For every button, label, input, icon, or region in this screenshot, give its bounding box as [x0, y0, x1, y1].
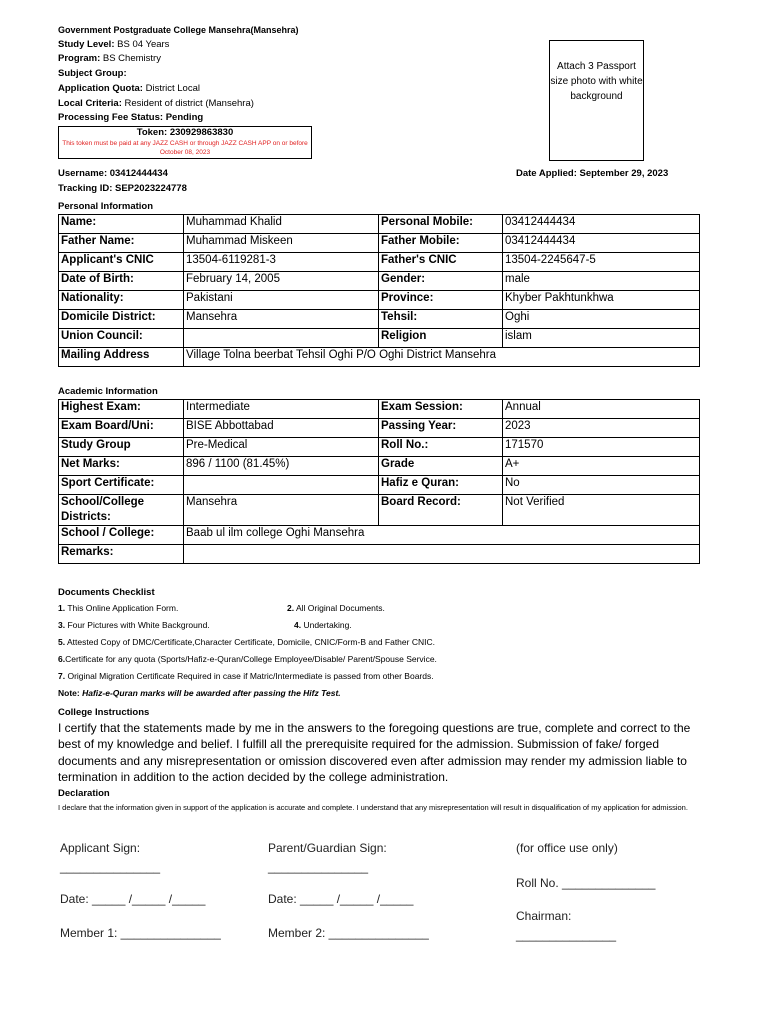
academic-field-value [184, 476, 379, 495]
member-2-field[interactable]: Member 2: _______________ [268, 926, 429, 940]
account-info [58, 167, 187, 196]
checklist-item-1: 1. This Online Application Form. [58, 603, 179, 613]
checklist-title: Documents Checklist [58, 587, 155, 598]
academic-field-value: A+ [503, 457, 700, 476]
personal-row [59, 234, 700, 253]
school-label: School / College: [59, 526, 184, 545]
chairman-label: Chairman: [516, 909, 572, 923]
date-applied: Date Applied: September 29, 2023 [516, 168, 669, 179]
personal-field-value: islam [503, 329, 700, 348]
guardian-date-field[interactable]: Date: _____ /_____ /_____ [268, 892, 414, 906]
personal-info-title: Personal Information [58, 201, 154, 212]
photo-box: Attach 3 Passport size photo with white background [549, 40, 644, 161]
applicant-sign-line[interactable]: _______________ [60, 860, 161, 874]
school-value: Baab ul ilm college Oghi Mansehra [184, 526, 700, 545]
personal-row [59, 253, 700, 272]
chairman-sign-line[interactable]: _______________ [516, 928, 617, 942]
personal-field-value: male [503, 272, 700, 291]
declaration-title: Declaration [58, 788, 110, 799]
academic-field-value: Annual [503, 400, 700, 419]
academic-field-value: Mansehra [184, 495, 379, 526]
checklist-item-5: 5. Attested Copy of DMC/Certificate,Character Certificate, Domicile, CNIC/Form-B and Father CNIC. [58, 637, 435, 647]
personal-field-value: 03412444434 [503, 234, 700, 253]
personal-field-label: Personal Mobile: [379, 215, 503, 234]
academic-field-label: Highest Exam: [59, 400, 184, 419]
personal-field-value: Oghi [503, 310, 700, 329]
tracking-id: Tracking ID: SEP2023224778 [58, 182, 187, 194]
academic-field-label: Board Record: [379, 495, 503, 526]
study-level: Study Level: BS 04 Years [58, 38, 170, 50]
guardian-sign-line[interactable]: _______________ [268, 860, 369, 874]
school-row [59, 526, 700, 545]
academic-field-value: 171570 [503, 438, 700, 457]
member-1-field[interactable]: Member 1: _______________ [60, 926, 221, 940]
personal-field-value: Muhammad Khalid [184, 215, 379, 234]
personal-field-label: Nationality: [59, 291, 184, 310]
academic-field-value: BISE Abbottabad [184, 419, 379, 438]
office-use-label: (for office use only) [516, 841, 618, 855]
declaration-text: I declare that the information given in support of the application is accurate and complete. I understand that any misrepresentation will result in disqualification of my application for admission. [58, 803, 688, 812]
token-box [58, 126, 312, 159]
personal-field-value: February 14, 2005 [184, 272, 379, 291]
form-header [58, 23, 538, 126]
academic-field-value: Not Verified [503, 495, 700, 526]
academic-info-table [58, 399, 700, 564]
personal-field-label: Date of Birth: [59, 272, 184, 291]
academic-row [59, 457, 700, 476]
remarks-value [184, 545, 700, 564]
personal-field-value: Pakistani [184, 291, 379, 310]
instructions-title: College Instructions [58, 707, 150, 718]
personal-row [59, 310, 700, 329]
checklist-item-7: 7. Original Migration Certificate Required in case if Matric/Intermediate is passed from other Boards. [58, 671, 434, 681]
personal-row [59, 215, 700, 234]
token-note: This token must be paid at any JAZZ CASH or through JAZZ CASH APP on or before October 08, 2023 [62, 140, 308, 156]
instructions-text: I certify that the statements made by me in the answers to the foregoing questions are true, complete and correct to the best of my knowledge and belief. I fulfill all the prerequisite required for the admission. Submission of fake/ forged documents and any misrepresentation or omission discovered even after admission may render my admission liable to termination in addition to the action decided by the college administration. [58, 721, 691, 784]
academic-field-label: Sport Certificate: [59, 476, 184, 495]
academic-field-label: Study Group [59, 438, 184, 457]
personal-field-value: 03412444434 [503, 215, 700, 234]
personal-field-value: Mansehra [184, 310, 379, 329]
checklist-item-4: 4. Undertaking. [294, 620, 352, 630]
personal-field-label: Province: [379, 291, 503, 310]
local-criteria: Local Criteria: Resident of district (Mansehra) [58, 97, 254, 109]
personal-field-label: Name: [59, 215, 184, 234]
academic-field-label: School/College Districts: [59, 495, 184, 526]
personal-field-label: Gender: [379, 272, 503, 291]
academic-field-label: Roll No.: [379, 438, 503, 457]
academic-field-value: Intermediate [184, 400, 379, 419]
personal-row [59, 291, 700, 310]
personal-field-label: Union Council: [59, 329, 184, 348]
academic-field-label: Exam Session: [379, 400, 503, 419]
applicant-sign-label: Applicant Sign: [60, 841, 141, 855]
personal-info-table [58, 214, 700, 367]
personal-row [59, 329, 700, 348]
personal-field-value: Muhammad Miskeen [184, 234, 379, 253]
academic-row [59, 476, 700, 495]
checklist-note: Note: Hafiz-e-Quran marks will be awarded after passing the Hifz Test. [58, 688, 341, 698]
college-name: Government Postgraduate College Mansehra(Mansehra) [58, 25, 299, 35]
remarks-label: Remarks: [59, 545, 184, 564]
academic-field-value: 896 / 1100 (81.45%) [184, 457, 379, 476]
academic-field-value: 2023 [503, 419, 700, 438]
personal-field-label: Father Name: [59, 234, 184, 253]
checklist-item-6: 6.Certificate for any quota (Sports/Hafiz-e-Quran/College Employee/Disable/ Parent/Spouse Service. [58, 654, 437, 664]
academic-row [59, 438, 700, 457]
academic-field-label: Grade [379, 457, 503, 476]
academic-field-value: No [503, 476, 700, 495]
fee-status: Processing Fee Status: Pending [58, 112, 204, 124]
token-label: Token: 230929863830 [136, 127, 234, 138]
personal-field-label: Religion [379, 329, 503, 348]
academic-row [59, 495, 700, 526]
academic-field-label: Passing Year: [379, 419, 503, 438]
personal-field-value: 13504-2245647-5 [503, 253, 700, 272]
personal-field-label: Tehsil: [379, 310, 503, 329]
remarks-row [59, 545, 700, 564]
subject-group: Subject Group: [58, 68, 127, 80]
personal-field-label: Father's CNIC [379, 253, 503, 272]
checklist-item-3: 3. Four Pictures with White Background. [58, 620, 210, 630]
academic-field-label: Exam Board/Uni: [59, 419, 184, 438]
guardian-sign-label: Parent/Guardian Sign: [268, 841, 387, 855]
program: Program: BS Chemistry [58, 53, 161, 65]
personal-field-value: Khyber Pakhtunkhwa [503, 291, 700, 310]
personal-field-label: Father Mobile: [379, 234, 503, 253]
username: Username: 03412444434 [58, 168, 168, 179]
personal-field-value: 13504-6119281-3 [184, 253, 379, 272]
academic-row [59, 419, 700, 438]
academic-row [59, 400, 700, 419]
personal-field-label: Applicant's CNIC [59, 253, 184, 272]
mailing-value: Village Tolna beerbat Tehsil Oghi P/O Oghi District Mansehra [184, 348, 700, 367]
application-quota: Application Quota: District Local [58, 82, 200, 94]
mailing-label: Mailing Address [59, 348, 184, 367]
academic-field-value: Pre-Medical [184, 438, 379, 457]
personal-field-value [184, 329, 379, 348]
academic-field-label: Net Marks: [59, 457, 184, 476]
checklist-item-2: 2. All Original Documents. [287, 603, 385, 613]
personal-field-label: Domicile District: [59, 310, 184, 329]
applicant-date-field[interactable]: Date: _____ /_____ /_____ [60, 892, 206, 906]
personal-row [59, 272, 700, 291]
academic-info-title: Academic Information [58, 386, 158, 397]
academic-field-label: Hafiz e Quran: [379, 476, 503, 495]
roll-no-field[interactable]: Roll No. ______________ [516, 876, 656, 890]
mailing-row [59, 348, 700, 367]
